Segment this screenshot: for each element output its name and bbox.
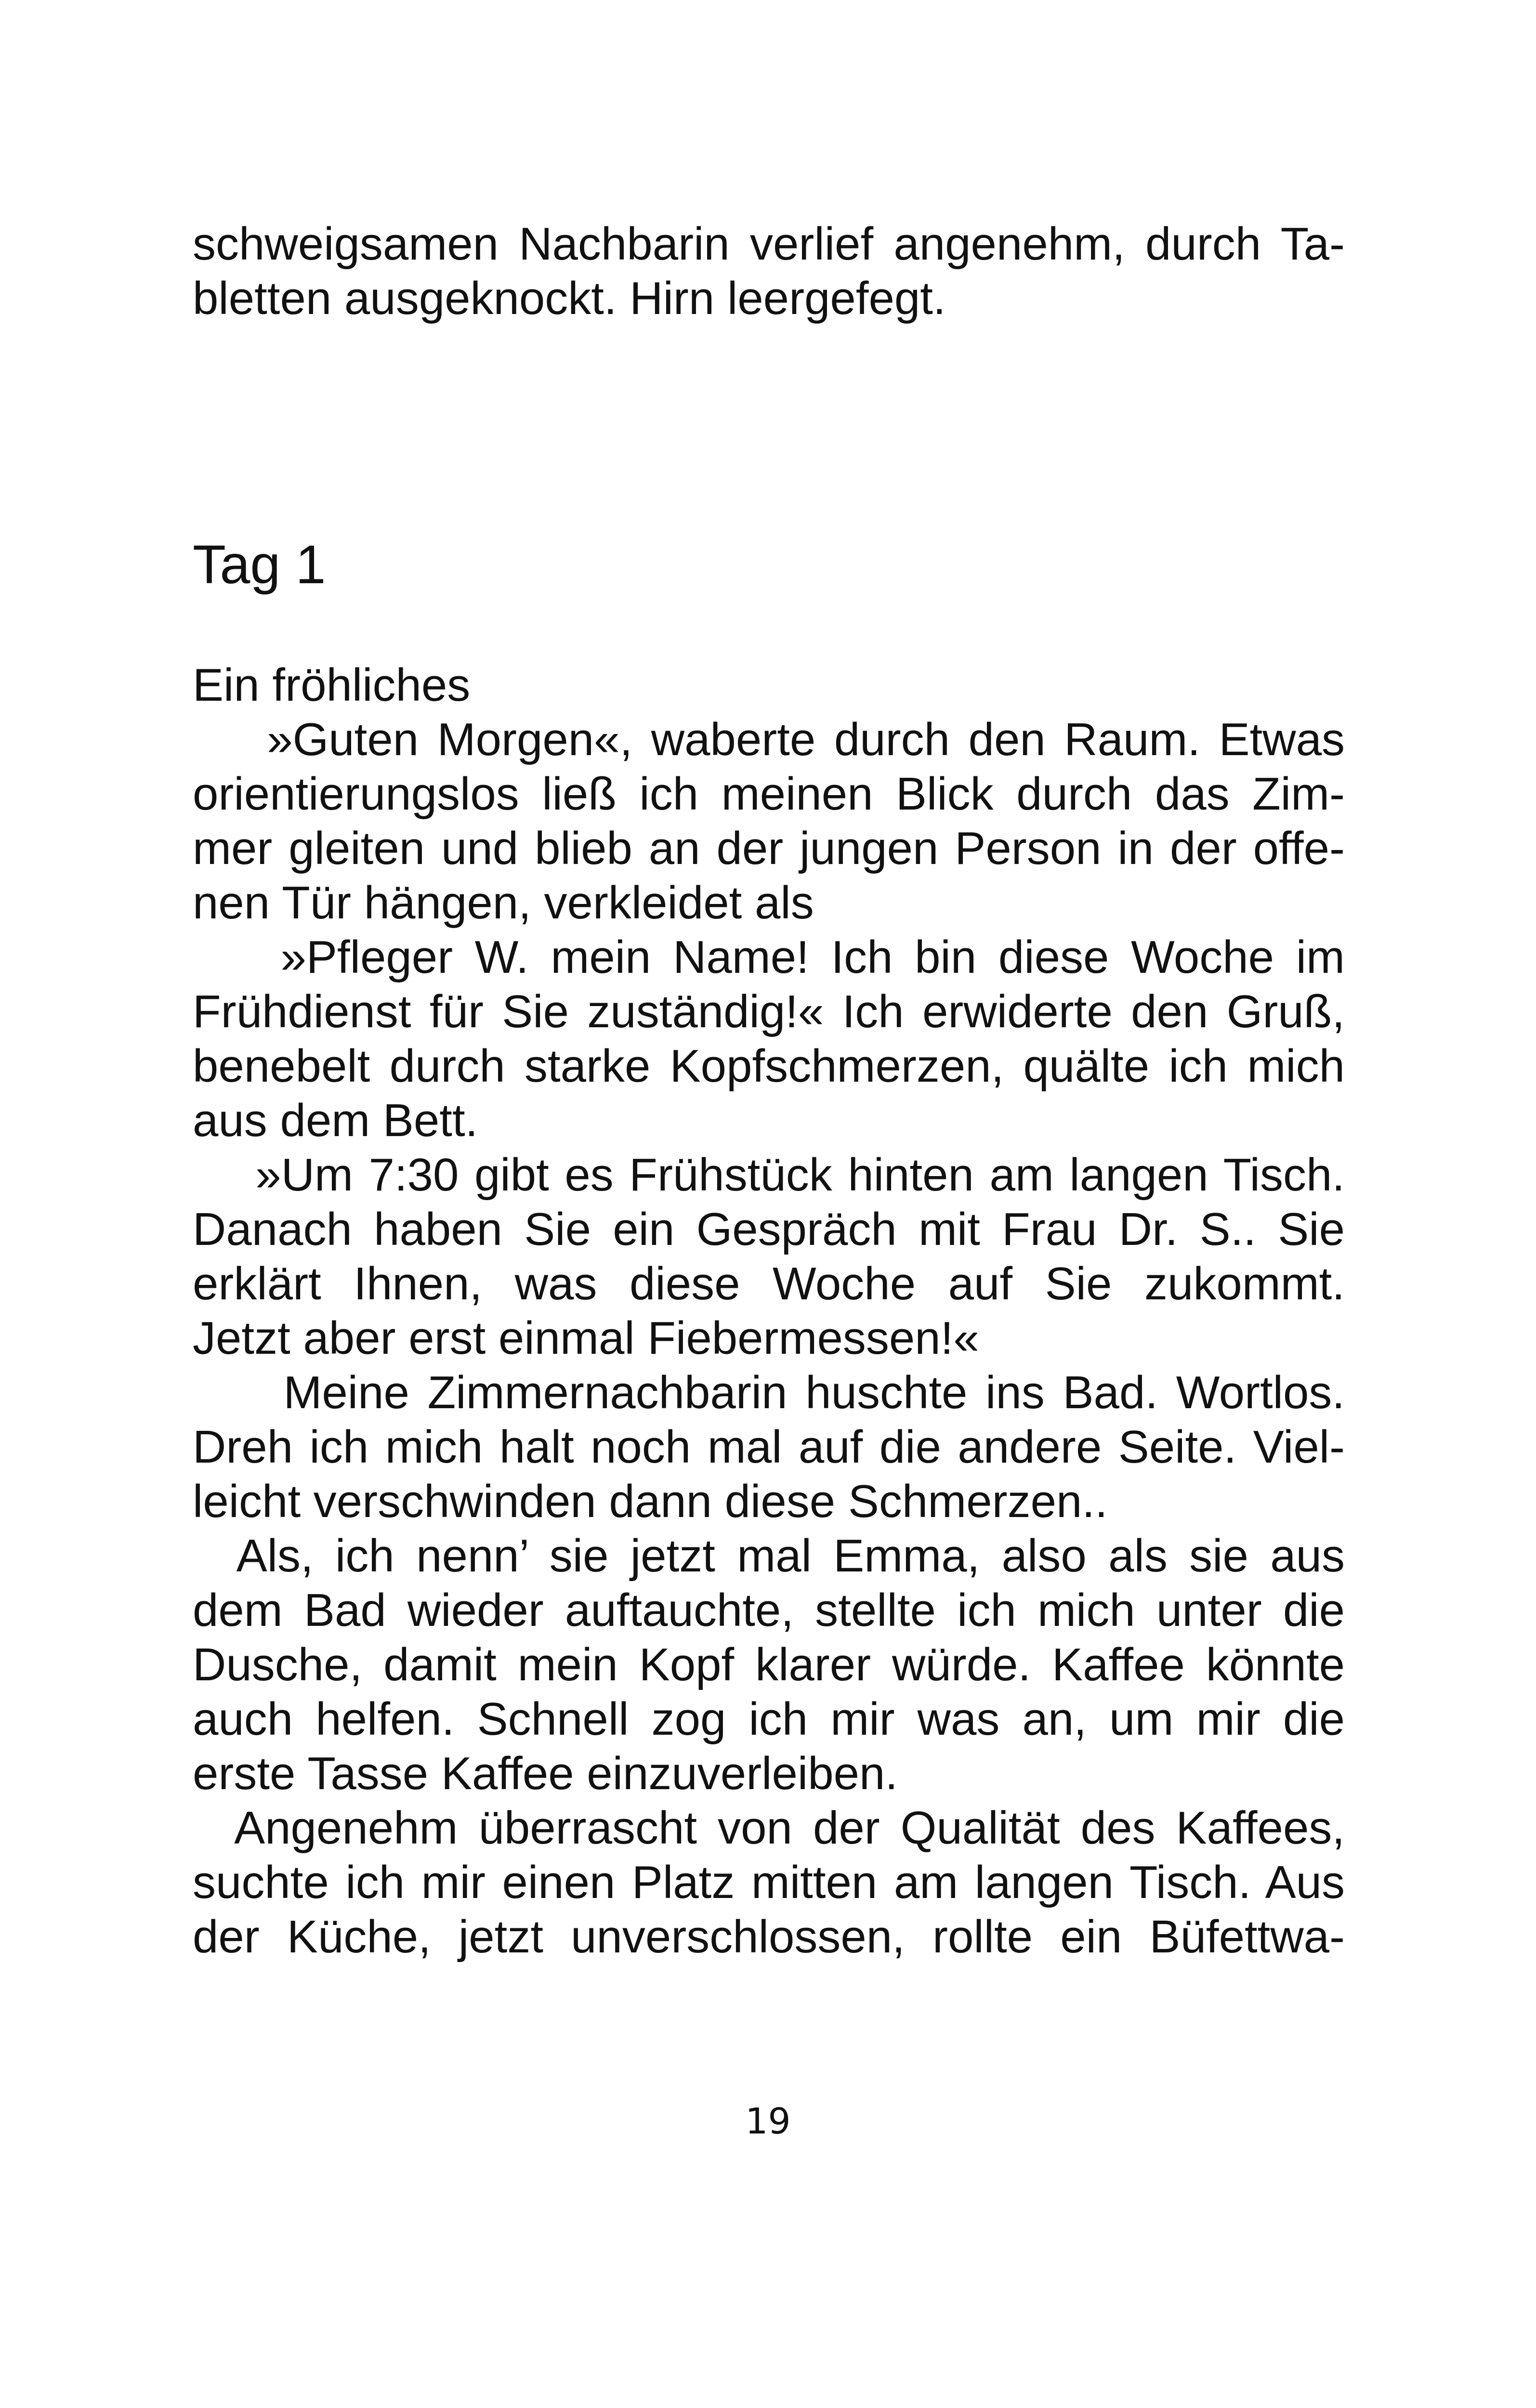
text-line: Als, ich nenn’ sie jetzt mal Emma, also als sie aus <box>193 1530 1345 1582</box>
text-line: Dreh ich mich halt noch mal auf die andere Seite. Viel- <box>193 1421 1345 1473</box>
text-line: Jetzt aber erst einmal Fiebermessen!« <box>193 1312 979 1364</box>
text-line: der Küche, jetzt unverschlossen, rollte ein Büfettwa- <box>193 1911 1345 1963</box>
text-line: schweigsamen Nachbarin verlief angenehm, durch Ta- <box>193 218 1345 270</box>
text-line: Meine Zimmernachbarin huschte ins Bad. Wortlos. <box>193 1367 1345 1418</box>
text-line: aus dem Bett. <box>193 1095 478 1146</box>
text-line: Frühdienst für Sie zuständig!« Ich erwiderte den Gruß, <box>193 986 1345 1037</box>
chapter-body <box>193 658 1345 1964</box>
opening-paragraph <box>193 217 1345 326</box>
text-line: bletten ausgeknockt. Hirn leergefegt. <box>193 273 946 324</box>
text-line: »Guten Morgen«, waberte durch den Raum. Etwas <box>193 714 1345 765</box>
text-line: erste Tasse Kaffee einzuverleiben. <box>193 1748 898 1799</box>
text-line: »Pfleger W. mein Name! Ich bin diese Woche im <box>193 931 1345 983</box>
text-line: Dusche, damit mein Kopf klarer würde. Kaffee könnte <box>193 1639 1345 1690</box>
text-line: dem Bad wieder auftauchte, stellte ich mich unter die <box>193 1584 1345 1636</box>
text-line: Angenehm überrascht von der Qualität des Kaffees, <box>193 1802 1345 1854</box>
text-line: auch helfen. Schnell zog ich mir was an, um mir die <box>193 1693 1345 1745</box>
text-line: nen Tür hängen, verkleidet als <box>193 877 814 929</box>
text-line: mer gleiten und blieb an der jungen Person in der offe- <box>193 823 1345 874</box>
text-line: Ein fröhliches <box>193 659 471 711</box>
chapter-heading: Tag 1 <box>193 534 326 595</box>
text-line: erklärt Ihnen, was diese Woche auf Sie zukommt. <box>193 1258 1345 1309</box>
page-number: 19 <box>745 2101 791 2142</box>
text-line: suchte ich mir einen Platz mitten am langen Tisch. Aus <box>193 1857 1345 1908</box>
text-line: leicht verschwinden dann diese Schmerzen.. <box>193 1476 1108 1527</box>
text-line: »Um 7:30 gibt es Frühstück hinten am langen Tisch. <box>193 1149 1345 1201</box>
text-line: orientierungslos ließ ich meinen Blick durch das Zim- <box>193 768 1345 820</box>
text-line: Danach haben Sie ein Gespräch mit Frau Dr. S.. Sie <box>193 1204 1345 1255</box>
text-line: benebelt durch starke Kopfschmerzen, quälte ich mich <box>193 1040 1345 1092</box>
